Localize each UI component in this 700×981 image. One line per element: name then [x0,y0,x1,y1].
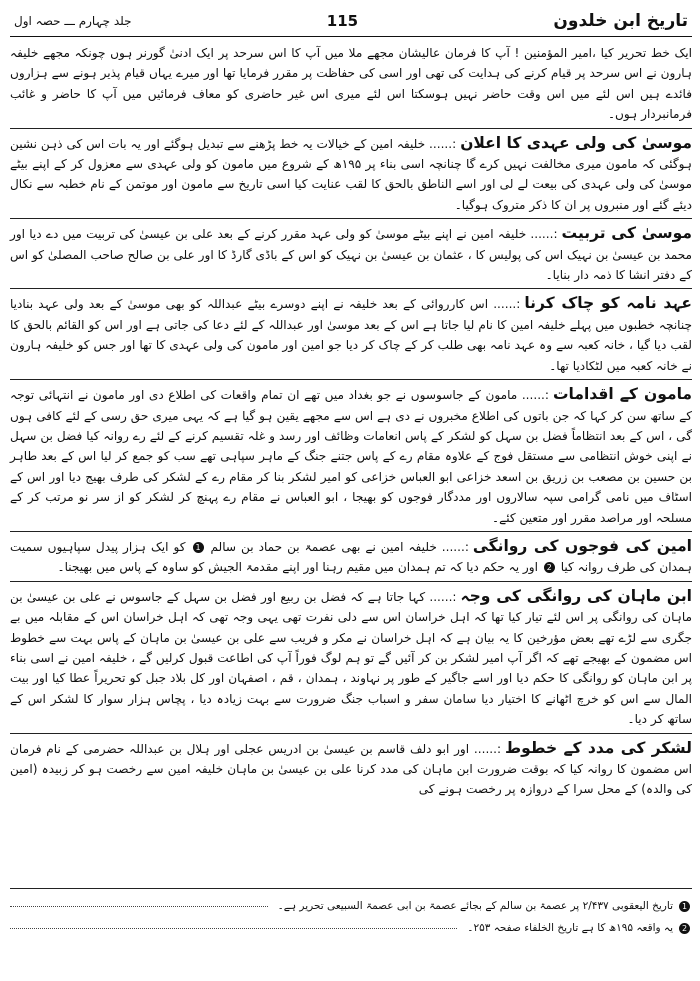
paragraph-intro [10,43,692,129]
paragraph-text: ایک خط تحریر کیا ،امیر المؤمنین ! آپ کا فرمان عالیشان مجھے ملا میں آپ کا اس سرحد پر ایک ادنیٰ گورنر ہوں چونکہ مجھے خلیفہ ہارون نے اس سرحد پر قیام کرنے کی ہدایت کی تھی اور اسی کی حفاظت پر مقرر فرمایا تھا اور میرے یہاں قیام پذیر ہونے سے ہزاروں فائدے ہیں اس لئے میں اس وقت حاضر نہیں ہوسکتا اس لئے میری اس غیر حاضری کو معاف فرمائیں میں آپ کا حاضر و غائب فرمانبردار ہوں۔ [10,46,692,122]
paragraph-text: کو ایک ہزار پیدل سپاہیوں سمیت ہمدان کی طرف روانہ کیا [10,539,692,575]
paragraph-text: :...... خلیفہ امین نے بھی عصمۃ بن حماد بن سالم [210,539,469,554]
footnote-number: 1 [679,901,690,912]
section-heading: عہد نامہ کو چاک کرنا [524,294,692,313]
footnote-leader [10,906,268,907]
page-number: 115 [326,12,359,30]
volume-label: جلد چہارم ـــ حصہ اول [14,14,132,28]
paragraph-covenant [10,293,692,380]
footnote-text: تاریخ الیعقوبی ۲/۴۳۷ پر عصمۃ بن سالم کے بجائے عصمۃ بن ابی عصمۃ السبیعی تحریر ہے۔ [277,900,673,912]
paragraph-ibn-mahan [10,586,692,734]
section-heading: موسیٰ کی تربیت [561,224,692,243]
book-title: تاریخ ابن خلدون [553,11,688,31]
paragraph-amin-armies [10,536,692,582]
page [10,6,692,807]
paragraph-support-letters [10,738,692,803]
paragraph-text: :...... اور ابو دلف قاسم بن عیسیٰ بن ادریس عجلی اور ہلال بن عبداللہ حضرمی کے نام فرمان اس مضمون کا روانہ کیا کہ بوقت ضرورت ابن ماہان کی مدد کرنا علی بن عیسیٰ بن ماہان خلیفہ امین سے رخصت ہو کر زبیدہ (امین کی والدہ) کے محل سرا کے دروازہ پر رخصت ہونے کی [10,741,692,797]
page-header [10,6,692,37]
paragraph-text: :...... اس کارروائی کے بعد خلیفہ نے اپنے دوسرے بیٹے عبداللہ کو بھی موسیٰ کے بعد ولی عہد بنادیا چنانچہ خطبوں میں پہلے خلیفہ امین کا نام لیا جاتا ہے اس کے بعد موسیٰ اور عبداللہ کے لئے دعا کی جاتی ہے اور اس کو القائم بالحق کا لقب دیا گیا ، خانہ کعبہ سے وہ عہد نامہ بھی طلب کر کے چاک کر دیا جو امین اور مامون کی ولی عہدی کا تھا اور جس کو خلیفہ ہارون نے خانہ کعبہ میں لٹکادیا تھا۔ [10,297,692,373]
paragraph-text: :...... خلیفہ امین نے اپنے بیٹے موسیٰ کو ولی عہد مقرر کرنے کے بعد علی بن عیسیٰ کی تربیت میں دے دیا اور محمد بن عیسیٰ بن نہیک اس کی پولیس کا ، عثمان بن عیسیٰ بن نہیک کو اس کے باڈی گارڈ کا اور علی بن صالح صاحب المصلیٰ کو اس کے دفتر انشا کا ذمہ دار بنایا۔ [10,227,692,283]
paragraph-text: اور یہ حکم دیا کہ تم ہمدان میں مقیم رہنا اور اپنے مقدمۃ الجیش کو ساوہ کے پاس میں بھیجنا۔ [57,560,538,575]
footnote-text: یہ واقعہ ۱۹۵ھ کا ہے تاریخ الخلفاء صفحہ ۲۵۳۔ [467,922,673,934]
paragraph-mamun-measures [10,384,692,532]
footnote-item [10,919,692,937]
footnote-marker[interactable]: 1 [193,542,204,553]
footnote-item [10,897,692,915]
paragraph-text: :...... کہا جاتا ہے کہ فضل بن ربیع اور فضل بن سہل کے جاسوس نے علی بن عیسیٰ بن ماہان کی روانگی پر اس لئے تیار کیا تھا کہ اہل خراسان اس سے دلی نفرت تھی یہی وجہ تھی کہ اہل خراسان اس کے مقابلہ میں بے جگری سے لڑے تھے بعض مؤرخین کا یہ بیان ہے کہ اہل خراسان نے مکر و فریب سے علی بن عیسیٰ بن ماہان کے پاس بہت سے خطوط اس مضمون کے بھیجے تھے کہ اگر آپ امیر لشکر بن کر آئیں گے تو ہم لوگ فوراً آپ کی اطاعت قبول کرلیں گے ، خلیفہ امین نے اسی بناء پر ابن ماہان کو روانگی کا حکم دیا اور اسے جاگیر کے طور پر نہاوند ، ہمدان ، قم ، اصفہان اور کل بلاد جبل کو تحریراً عطا کیا اور بیت المال سے اس کو خرچ اٹھانے کا اختیار دیا سامان سفر و اسباب جنگ ضرورت سے بہت زیادہ دیا ، پچاس ہزار سوار کا لشکر اس کے ساتھ کر دیا۔ [10,589,692,727]
section-heading: لشکر کی مدد کے خطوط [505,738,692,757]
section-heading: امین کی فوجوں کی روانگی [472,536,692,555]
footnotes [10,888,692,941]
footnote-leader [10,928,457,929]
paragraph-text: :...... خلیفہ امین کے خیالات یہ خط پڑھنے سے تبدیل ہوگئے اور یہ بات اس کی ذہن نشین ہوگئی کہ مامون میری مخالفت نہیں کرے گا چنانچہ اسی بناء پر ۱۹۵ھ کے شروع میں مامون کو ولی عہدی سے معزول کر کے اپنے بیٹے موسیٰ کی ولی عہدی کی بیعت لے لی اور اسے الناطق بالحق کا لقب عنایت کیا اسی تاریخ سے مامون اور موتمن کے نام خطبہ سے نکال دیئے گئے اور منبروں پر ان کا ذکر متروک ہوگیا۔ [10,136,692,212]
paragraph-musa-succession [10,133,692,220]
section-heading: ابن ماہان کی روانگی کی وجہ [460,586,692,605]
section-heading: مامون کے اقدامات [552,385,692,404]
paragraph-musa-training [10,223,692,289]
page-body [10,43,692,803]
footnote-number: 2 [679,923,690,934]
footnote-marker[interactable]: 2 [544,562,555,573]
paragraph-text: :...... مامون کے جاسوسوں نے جو بغداد میں تھے ان تمام واقعات کی اطلاع دی اور مامون نے انتہائی توجہ کے ساتھ سن کر کہا کہ جن باتوں کی اطلاع مخبروں نے دی ہے اس سے مجھے یقین ہو گیا ہے کہ یہی میری حق رسی کے لئے کافی ہوں گی ، اس کے بعد انتظاماً فضل بن سہل کو لشکر کے پاس انعامات وظائف اور رسد و غلہ تقسیم کرنے کے لئے رے روانہ کیا فضل بن سہل نے اپنی خوش انتظامی سے مستقل فوج کے علاوہ مقام رے کے پاس جتنے جنگ کے ماہر سپاہی تھے سب کو جمع کر لیا اس کے بعد طاہر بن حسین بن مصعب بن زریق بن اسعد خزاعی ابو العباس خزاعی کو امیر لشکر بنا کر مقام رے کے لشکر کی طرف بھیج دیا اور اس کے اسٹاف میں نامی گرامی سپہ سالاروں اور مددگار فوجوں کو بھیجا ، ابو العباس نے مقام رے پہنچ کر لشکر کو از سر نو مرتب کر کے مسلحہ اور مراصد مقرر اور متعین کئے۔ [10,388,692,525]
section-heading: موسیٰ کی ولی عہدی کا اعلان [460,133,692,152]
